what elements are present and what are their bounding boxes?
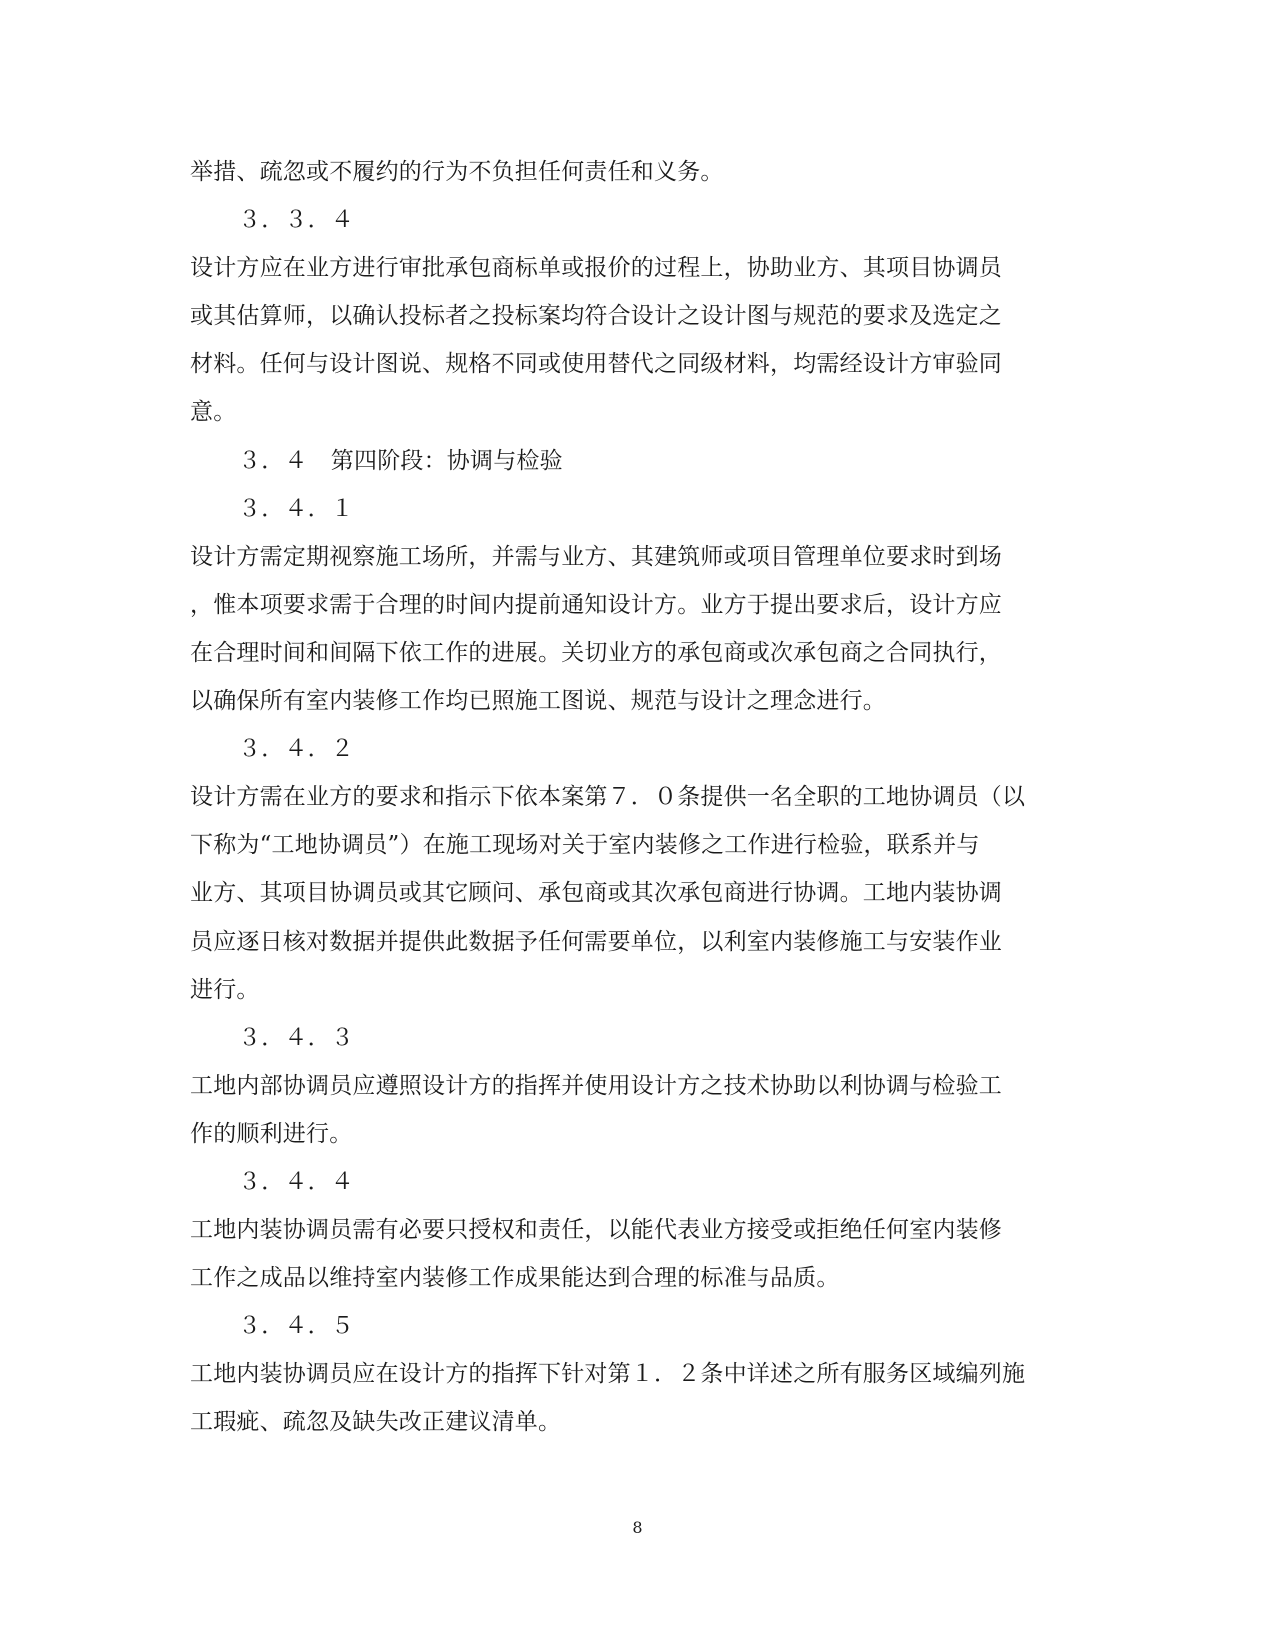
paragraph-line: 作的顺利进行。 — [190, 1120, 353, 1147]
page-number: 8 — [632, 1518, 643, 1537]
paragraph-line: ，惟本项要求需于合理的时间内提前通知设计方。业方于提出要求后，设计方应 — [190, 591, 1002, 618]
paragraph-line: 下称为“工地协调员”）在施工现场对关于室内装修之工作进行检验，联系并与 — [190, 832, 980, 859]
paragraph-line: 业方、其项目协调员或其它顾问、承包商或其次承包商进行协调。工地内装协调 — [190, 880, 1002, 907]
section-number-3-3-4: ３．３．４ — [238, 207, 354, 234]
paragraph-line: 工作之成品以维持室内装修工作成果能达到合理的标准与品质。 — [190, 1265, 840, 1292]
paragraph-line: 工地内装协调员需有必要只授权和责任，以能代表业方接受或拒绝任何室内装修 — [190, 1217, 1002, 1244]
paragraph-line: 工地内装协调员应在设计方的指挥下针对第１．２条中详述之所有服务区域编列施 — [190, 1361, 1026, 1388]
paragraph-line: 设计方应在业方进行审批承包商标单或报价的过程上，协助业方、其项目协调员 — [190, 255, 1002, 282]
section-heading-3-4: ３．４ 第四阶段：协调与检验 — [238, 447, 563, 474]
section-number-3-4-2: ３．４．２ — [238, 736, 354, 763]
section-number-3-4-1: ３．４．１ — [238, 495, 354, 522]
paragraph-line: 设计方需定期视察施工场所，并需与业方、其建筑师或项目管理单位要求时到场 — [190, 543, 1002, 570]
section-number-3-4-3: ３．４．３ — [238, 1024, 354, 1051]
paragraph-line: 在合理时间和间隔下依工作的进展。关切业方的承包商或次承包商之合同执行， — [190, 639, 1002, 666]
paragraph-line: 进行。 — [190, 976, 260, 1003]
paragraph-line: 工地内部协调员应遵照设计方的指挥并使用设计方之技术协助以利协调与检验工 — [190, 1072, 1002, 1099]
section-number-3-4-4: ３．４．４ — [238, 1168, 354, 1195]
paragraph-line: 材料。任何与设计图说、规格不同或使用替代之同级材料，均需经设计方审验同 — [190, 351, 1002, 378]
paragraph-line: 以确保所有室内装修工作均已照施工图说、规范与设计之理念进行。 — [190, 688, 886, 715]
paragraph-line: 工瑕疵、疏忽及缺失改正建议清单。 — [190, 1409, 562, 1436]
paragraph-line: 设计方需在业方的要求和指示下依本案第７．０条提供一名全职的工地协调员（以 — [190, 784, 1026, 811]
paragraph-line: 或其估算师，以确认投标者之投标案均符合设计之设计图与规范的要求及选定之 — [190, 303, 1002, 330]
paragraph-line: 举措、疏忽或不履约的行为不负担任何责任和义务。 — [190, 159, 724, 185]
document-body — [190, 148, 1070, 1447]
paragraph-line: 意。 — [190, 399, 237, 426]
paragraph-line: 员应逐日核对数据并提供此数据予任何需要单位，以利室内装修施工与安装作业 — [190, 928, 1002, 955]
section-number-3-4-5: ３．４．５ — [238, 1313, 354, 1340]
